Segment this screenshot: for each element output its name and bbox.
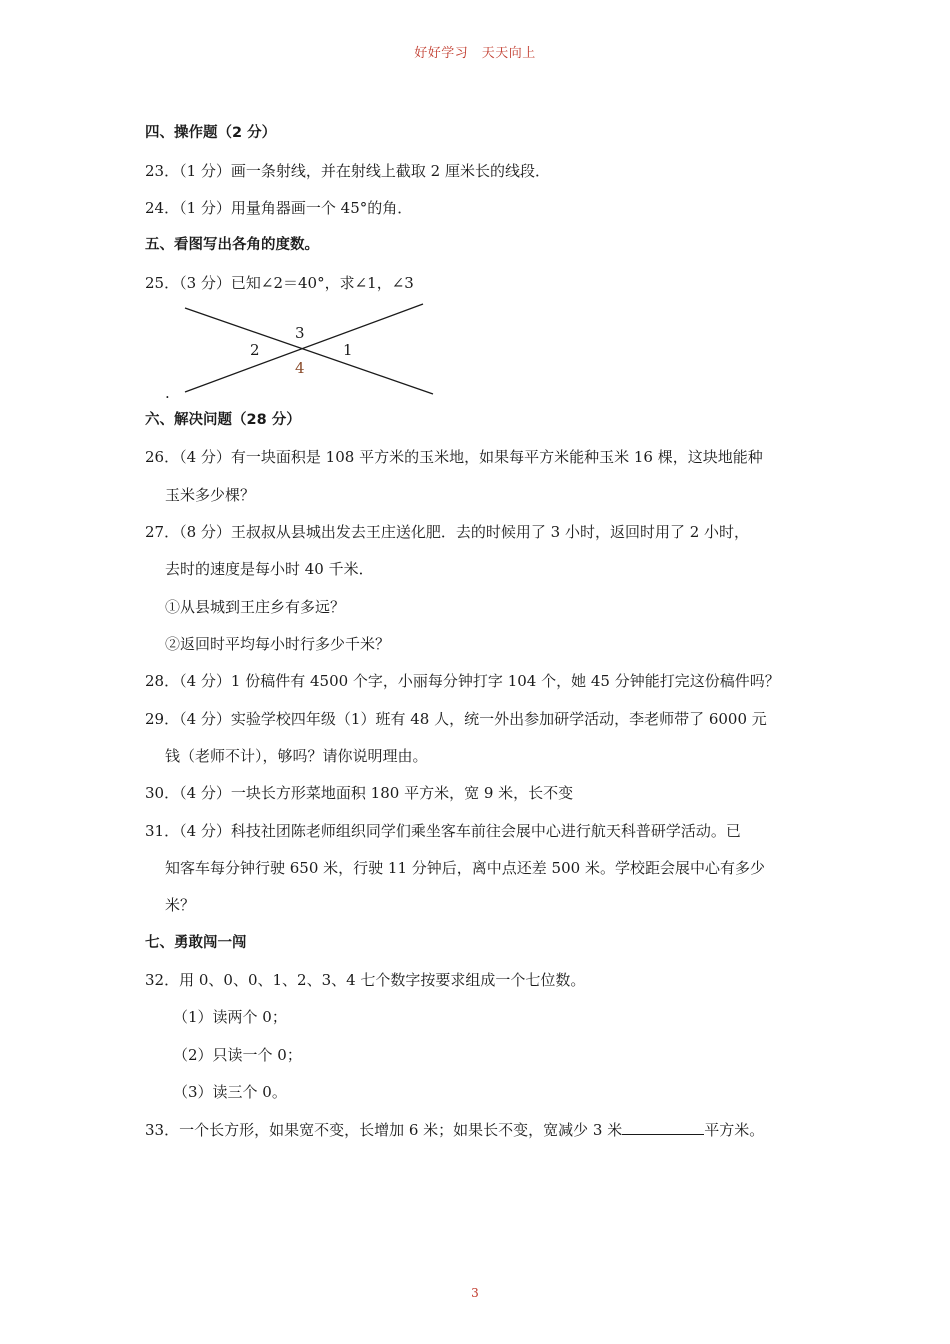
question-27-part1: ①从县城到王庄乡有多远？ <box>165 598 346 616</box>
section-heading-5: 五、看图写出各角的度数。 <box>145 237 319 253</box>
section-heading-6: 六、解决问题（28 分） <box>145 412 301 428</box>
question-32-part2: （2）只读一个 0； <box>173 1046 302 1064</box>
question-32: 32．用 0、0、0、1、2、3、4 七个数字按要求组成一个七位数。 <box>145 971 586 989</box>
answer-blank[interactable] <box>622 1120 704 1135</box>
intersecting-lines-diagram <box>165 300 445 400</box>
question-26-cont: 玉米多少棵？ <box>165 486 256 504</box>
question-33-unit: 平方米。 <box>704 1121 765 1139</box>
question-29-cont: 钱（老师不计），够吗？请你说明理由。 <box>165 747 428 765</box>
question-31-cont2: 米？ <box>165 896 196 914</box>
page-number: 3 <box>471 1286 479 1300</box>
question-33 <box>145 1120 764 1140</box>
question-32-part1: （1）读两个 0； <box>173 1008 287 1026</box>
angle-label-1: 1 <box>343 341 353 359</box>
question-24: 24．（1 分）用量角器画一个 45°的角． <box>145 199 413 217</box>
question-32-part3: （3）读三个 0。 <box>173 1083 287 1101</box>
question-33-text: 33．一个长方形，如果宽不变，长增加 6 米；如果长不变，宽减少 3 米 <box>145 1121 623 1139</box>
section-heading-7: 七、勇敢闯一闯 <box>145 935 247 951</box>
question-27: 27．（8 分）王叔叔从县城出发去王庄送化肥．去的时候用了 3 小时，返回时用了 2 小时， <box>145 523 750 541</box>
question-31: 31．（4 分）科技社团陈老师组织同学们乘坐客车前往会展中心进行航天科普研学活动。已 <box>145 822 741 840</box>
question-25: 25．（3 分）已知∠2＝40°，求∠1，∠3 <box>145 274 414 292</box>
angle-figure <box>165 300 445 404</box>
question-27-cont: 去时的速度是每小时 40 千米． <box>165 560 374 578</box>
angle-label-3: 3 <box>295 324 305 342</box>
question-23: 23．（1 分）画一条射线，并在射线上截取 2 厘米长的线段． <box>145 162 550 180</box>
section-heading-4: 四、操作题（2 分） <box>145 125 277 141</box>
line-a <box>185 308 433 394</box>
question-26: 26．（4 分）有一块面积是 108 平方米的玉米地，如果每平方米能种玉米 16 棵，这块地能种 <box>145 448 763 466</box>
page-header: 好好学习 天天向上 <box>414 46 536 61</box>
question-31-cont: 知客车每分钟行驶 650 米，行驶 11 分钟后，离中点还差 500 米。学校距会展中心有多少 <box>165 859 765 877</box>
question-30: 30．（4 分）一块长方形菜地面积 180 平方米，宽 9 米，长不变 <box>145 784 574 802</box>
figure-dot: . <box>165 384 170 400</box>
question-27-part2: ②返回时平均每小时行多少千米？ <box>165 635 391 653</box>
angle-label-4: 4 <box>295 359 305 377</box>
angle-label-2: 2 <box>250 341 260 359</box>
question-29: 29．（4 分）实验学校四年级（1）班有 48 人，统一外出参加研学活动，李老师带了 6000 元 <box>145 710 767 728</box>
question-28: 28．（4 分）1 份稿件有 4500 个字，小丽每分钟打字 104 个，她 45 分钟能打完这份稿件吗？ <box>145 672 780 690</box>
